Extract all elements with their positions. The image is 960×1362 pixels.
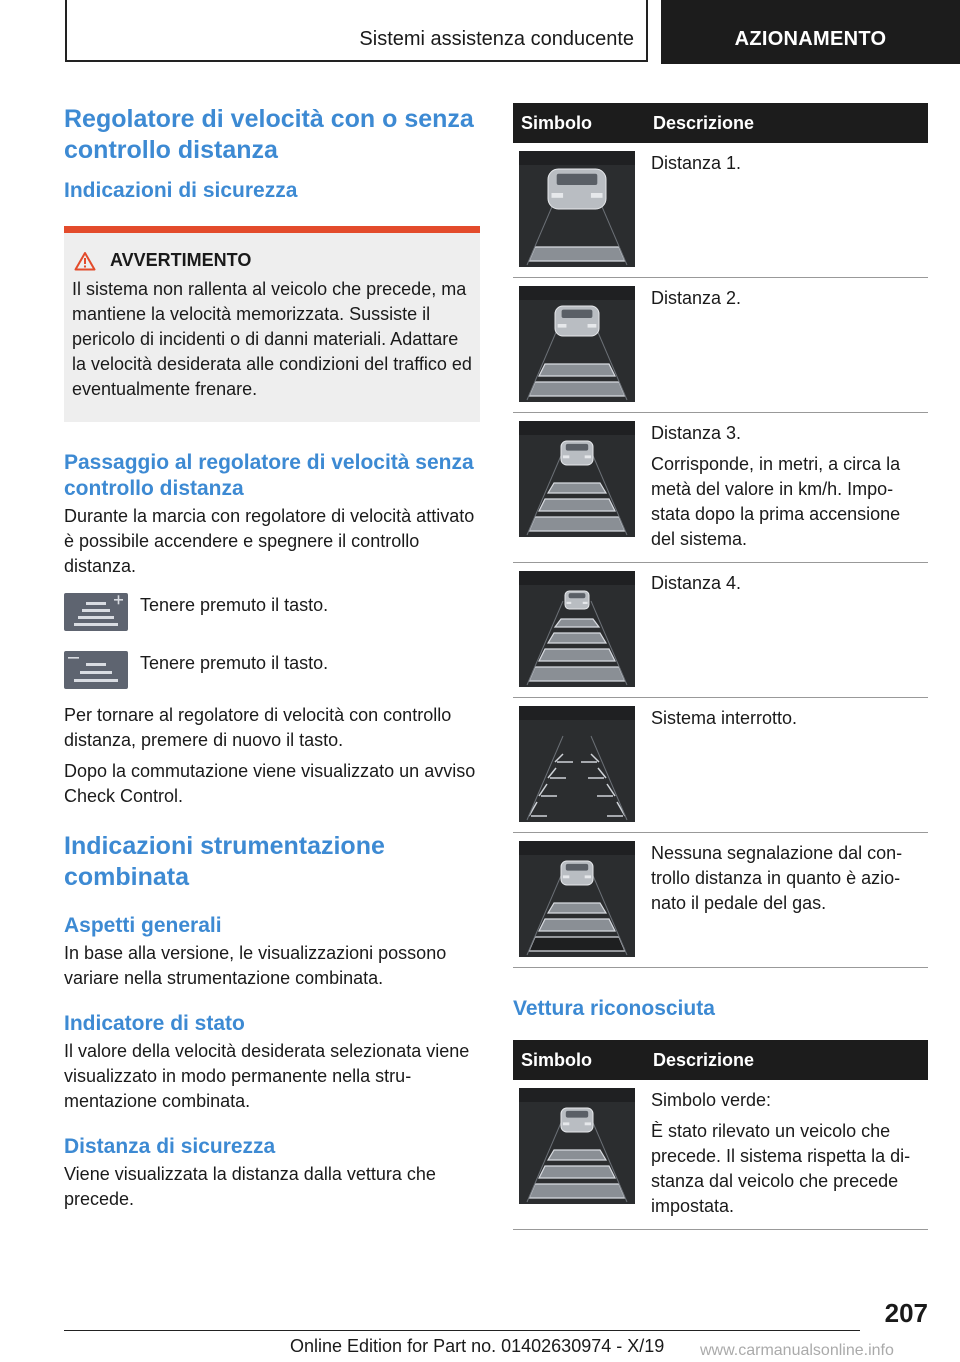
safety-heading: Indicazioni di sicurezza xyxy=(64,179,298,202)
distance-3-icon xyxy=(519,421,635,537)
check-text: Dopo la commutazione viene visualizzato un avviso Check Control. xyxy=(64,761,476,806)
col-description-header: Descrizione xyxy=(645,103,928,143)
description-text: È stato rilevato un veicolo che precede. Il sistema rispetta la distanza dal veicolo che precede impostata. xyxy=(651,1121,911,1216)
table-row xyxy=(513,698,928,833)
description-text: Distanza 4. xyxy=(651,573,742,593)
header-chapter: AZIONAMENTO xyxy=(661,0,960,64)
table-row xyxy=(513,833,928,968)
key-row-minus-text: Tenere premuto il tasto. xyxy=(140,653,329,673)
distance-table xyxy=(513,103,928,968)
col-symbol-header: Simbolo xyxy=(513,103,645,143)
page-title: Regolatore di velocità con o senza controllo distanza xyxy=(64,105,474,164)
distance-text: Viene visualizzata la distanza dalla vettura che precede. xyxy=(64,1164,436,1209)
warning-triangle-icon xyxy=(74,251,96,271)
col-symbol-header: Simbolo xyxy=(513,1040,645,1080)
page-number: 207 xyxy=(884,1298,928,1328)
key-row-plus-text: Tenere premuto il tasto. xyxy=(140,595,329,615)
table-row xyxy=(513,278,928,413)
switch-heading: Passaggio al regolatore di velocità senza controllo distanza xyxy=(64,451,474,500)
system-interrupted-icon xyxy=(519,706,635,822)
status-heading: Indicatore di stato xyxy=(64,1012,245,1035)
watermark: www.carmanualsonline.info xyxy=(700,1342,894,1359)
gas-pedal-icon xyxy=(519,841,635,957)
distance-2-icon xyxy=(519,286,635,402)
vehicle-table xyxy=(513,1040,928,1230)
header-frame xyxy=(65,0,648,62)
warning-text: Il sistema non rallenta al veicolo che precede, ma mantiene la velocità memorizzata. Sussiste il pericolo di incidenti o di danni materiali. Adattare la velocità desiderata alle condizioni del traffico ed eventualmente frenare. xyxy=(72,279,472,399)
distance-4-icon xyxy=(519,571,635,687)
description-text: Distanza 3. xyxy=(651,423,742,443)
description-text: Distanza 2. xyxy=(651,288,742,308)
distance-1-icon xyxy=(519,151,635,267)
table-row xyxy=(513,1080,928,1230)
status-text: Il valore della velocità desiderata selezionata viene visualizzato in modo permanente nella strumentazione combinata. xyxy=(64,1041,470,1111)
description-text: Sistema interrotto. xyxy=(651,708,798,728)
return-text: Per tornare al regolatore di velocità con controllo distanza, premere di nuovo il tasto. xyxy=(64,705,452,750)
key-row-plus xyxy=(64,593,480,631)
distance-heading: Distanza di sicurezza xyxy=(64,1135,276,1158)
description-text: Nessuna segnalazione dal controllo distanza in quanto è azionato il pedale del gas. xyxy=(651,843,903,913)
cluster-heading: Indicazioni strumentazione combinata xyxy=(64,832,385,891)
warning-title: AVVERTIMENTO xyxy=(110,250,252,270)
distance-plus-button-icon xyxy=(64,593,128,631)
warning-box xyxy=(64,226,480,422)
switch-text: Durante la marcia con regolatore di velocità attivato è possibile accendere e spegnere il controllo distanza. xyxy=(64,506,475,576)
right-column xyxy=(513,103,928,1230)
header-section: Sistemi assistenza conducente xyxy=(359,28,634,50)
table-row xyxy=(513,413,928,563)
description-text: Simbolo verde: xyxy=(651,1090,772,1110)
description-text: Corrisponde, in metri, a circa la metà del valore in km/h. Impostata dopo la prima accensione del sistema. xyxy=(651,454,901,549)
table-row xyxy=(513,143,928,278)
description-text: Distanza 1. xyxy=(651,153,742,173)
general-text: In base alla versione, le visualizzazioni possono variare nella strumentazione combinata. xyxy=(64,943,447,988)
edition-text: Online Edition for Part no. 01402630974 - X/19 xyxy=(290,1336,665,1356)
key-row-minus xyxy=(64,651,480,689)
footer-rule xyxy=(64,1330,860,1331)
distance-minus-button-icon xyxy=(64,651,128,689)
vehicle-heading: Vettura riconosciuta xyxy=(513,997,715,1020)
vehicle-detected-icon xyxy=(519,1088,635,1204)
table-row xyxy=(513,563,928,698)
general-heading: Aspetti generali xyxy=(64,914,222,937)
col-description-header: Descrizione xyxy=(645,1040,928,1080)
left-column xyxy=(64,104,480,1212)
